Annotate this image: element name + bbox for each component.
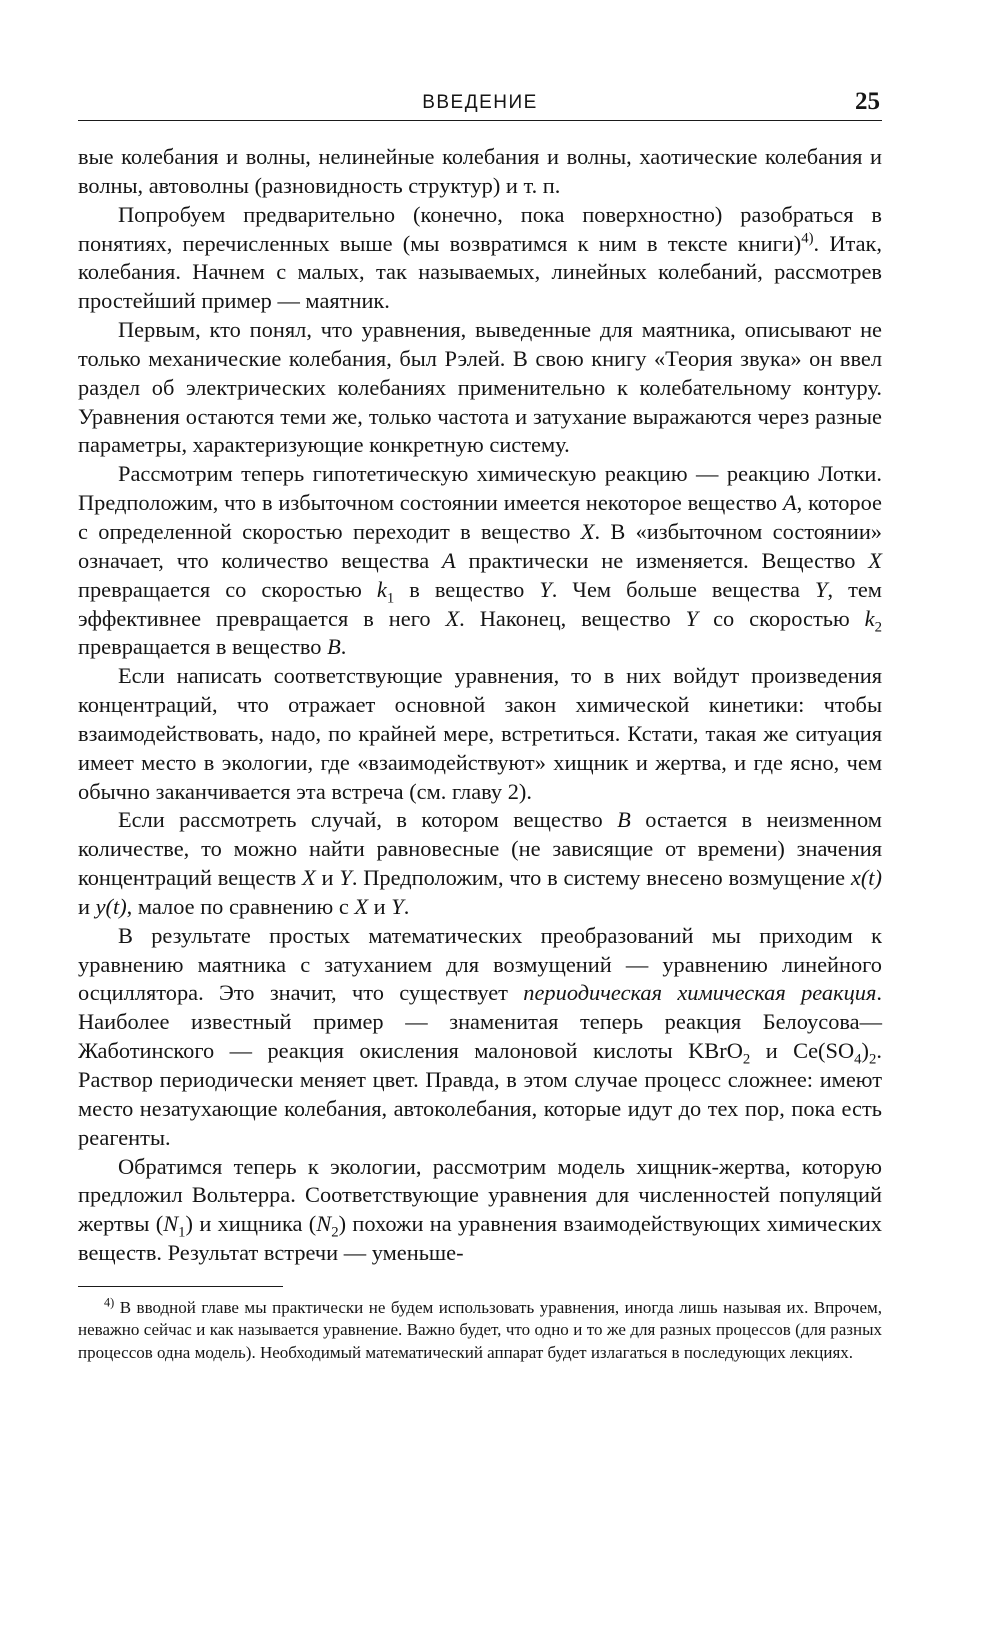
symbol-k1: k xyxy=(376,576,387,602)
paragraph-1: вые колебания и волны, нелинейные колебания и волны, хаотические колебания и волны, автоволны (разновидность структур) и т. п. xyxy=(78,144,882,198)
paragraph-7: В результате простых математических преобразований мы приходим к уравнению маятника с затуханием для возмущений — уравнению линейного осциллятора. Это значит, что существует периодическая химическая реакция. Наиболее известный пример — знаменитая теперь реакция Белоусова—Жаботинского — реакция окисления малоновой кислоты KBrO$_2$ и $Ce(SO_4)_2$. Раствор периодически меняет цвет. Правда, в этом случае процесс сложнее: имеют место незатухающие колебания, автоколебания, которые идут до тех пор, пока есть реагенты. xyxy=(78,922,882,1150)
footnote xyxy=(78,1297,882,1365)
running-header xyxy=(78,86,882,121)
book-page xyxy=(78,86,882,1364)
symbol-x: X xyxy=(868,547,882,573)
paragraph-3: Первым, кто понял, что уравнения, выведенные для маятника, описывают не только механические колебания, был Рэлей. В свою книгу «Теория звука» он ввел раздел об электрических колебаниях применительно к колебательному контуру. Уравнения остаются теми же, только частота и затухание выражаются через разные параметры, характеризующие конкретную систему. xyxy=(78,317,882,458)
paragraph-6: Если рассмотреть случай, в котором вещество B остается в неизменном количестве, то можно найти равновесные (не зависящие от времени) значения концентраций веществ X и Y. Предположим, что в систему внесено возмущение x(t) и y(t), малое по сравнению с X и Y. xyxy=(78,807,882,919)
body-text xyxy=(78,143,882,1268)
symbol-y-t: y(t) xyxy=(95,893,127,919)
symbol-x-t: x(t) xyxy=(850,865,882,891)
symbol-n1: N xyxy=(163,1211,179,1237)
paragraph-4: Рассмотрим теперь гипотетическую химическую реакцию — реакцию Лотки. Предположим, что в избыточном состоянии имеется некоторое вещество A, которое с определенной скоростью переходит в вещество X. В «избыточном состоянии» означает, что количество вещества A практически не изменяется. Вещество X превращается со скоростью $k_1$ в вещество Y. Чем больше вещества Y, тем эффективнее превращается в него X. Наконец, вещество Y со скоростью $k_2$ превращается в вещество B. xyxy=(78,461,882,660)
paragraph-8: Обратимся теперь к экологии, рассмотрим модель хищник-жертва, которую предложил Вольтерра. Соответствующие уравнения для численностей популяций жертвы $(N_1)$ и хищника $(N_2)$ похожи на уравнения взаимодействующих химических веществ. Результат встречи — уменьше- xyxy=(78,1153,883,1266)
symbol-y: Y xyxy=(539,576,552,602)
formula-ce-so4: $Ce(SO_4)_2$ xyxy=(793,1038,877,1068)
symbol-x: X xyxy=(354,893,369,919)
symbol-n2: N xyxy=(316,1211,332,1237)
symbol-y: Y xyxy=(685,605,699,631)
paragraph-5: Если написать соответствующие уравнения, то в них войдут произведения концентраций, что отражает основной закон химической кинетики: чтобы взаимодействовать, надо, по крайней мере, встретиться. Кстати, такая же ситуация имеет место в экологии, где «взаимодействуют» хищник и жертва, и где ясно, чем обычно заканчивается эта встреча (см. главу 2). xyxy=(78,663,882,804)
chapter-title: ВВЕДЕНИЕ xyxy=(422,92,538,113)
symbol-y: Y xyxy=(391,893,404,919)
footnote-mark: 4) xyxy=(104,1295,115,1310)
symbol-a: A xyxy=(782,490,797,516)
symbol-y: Y xyxy=(339,865,352,891)
symbol-y: Y xyxy=(815,576,828,602)
symbol-x: X xyxy=(445,605,460,631)
paragraph-2: Попробуем предварительно (конечно, пока поверхностно) разобраться в понятиях, перечисленных выше (мы возвратимся к ним в тексте книги)$^{4)}$. Итак, колебания. Начнем с малых, так называемых, линейных колебаний, рассмотрев простейший пример — маятник. xyxy=(78,201,883,314)
symbol-x: X xyxy=(580,518,595,544)
page-number: 25 xyxy=(855,88,880,115)
symbol-b: B xyxy=(327,634,341,660)
emphasis-term: периодическая химическая реакция xyxy=(523,980,877,1006)
footnote-reference[interactable]: 4) xyxy=(801,230,814,247)
formula-kbro2: KBrO$_2$ xyxy=(688,1038,751,1068)
symbol-b: B xyxy=(617,807,631,833)
symbol-k2: k xyxy=(864,605,875,631)
symbol-a: A xyxy=(441,547,456,573)
footnote-divider xyxy=(78,1286,283,1287)
symbol-x: X xyxy=(302,865,316,891)
footnote-text: В вводной главе мы практически не будем использовать уравнения, иногда лишь называя их. Впрочем, неважно сейчас и как называется уравнение. Важно будет, что одно и то же для разных процессов (для разных процессов одна модель). Необходимый математический аппарат будет излагаться в последующих лекциях. xyxy=(78,1297,882,1362)
